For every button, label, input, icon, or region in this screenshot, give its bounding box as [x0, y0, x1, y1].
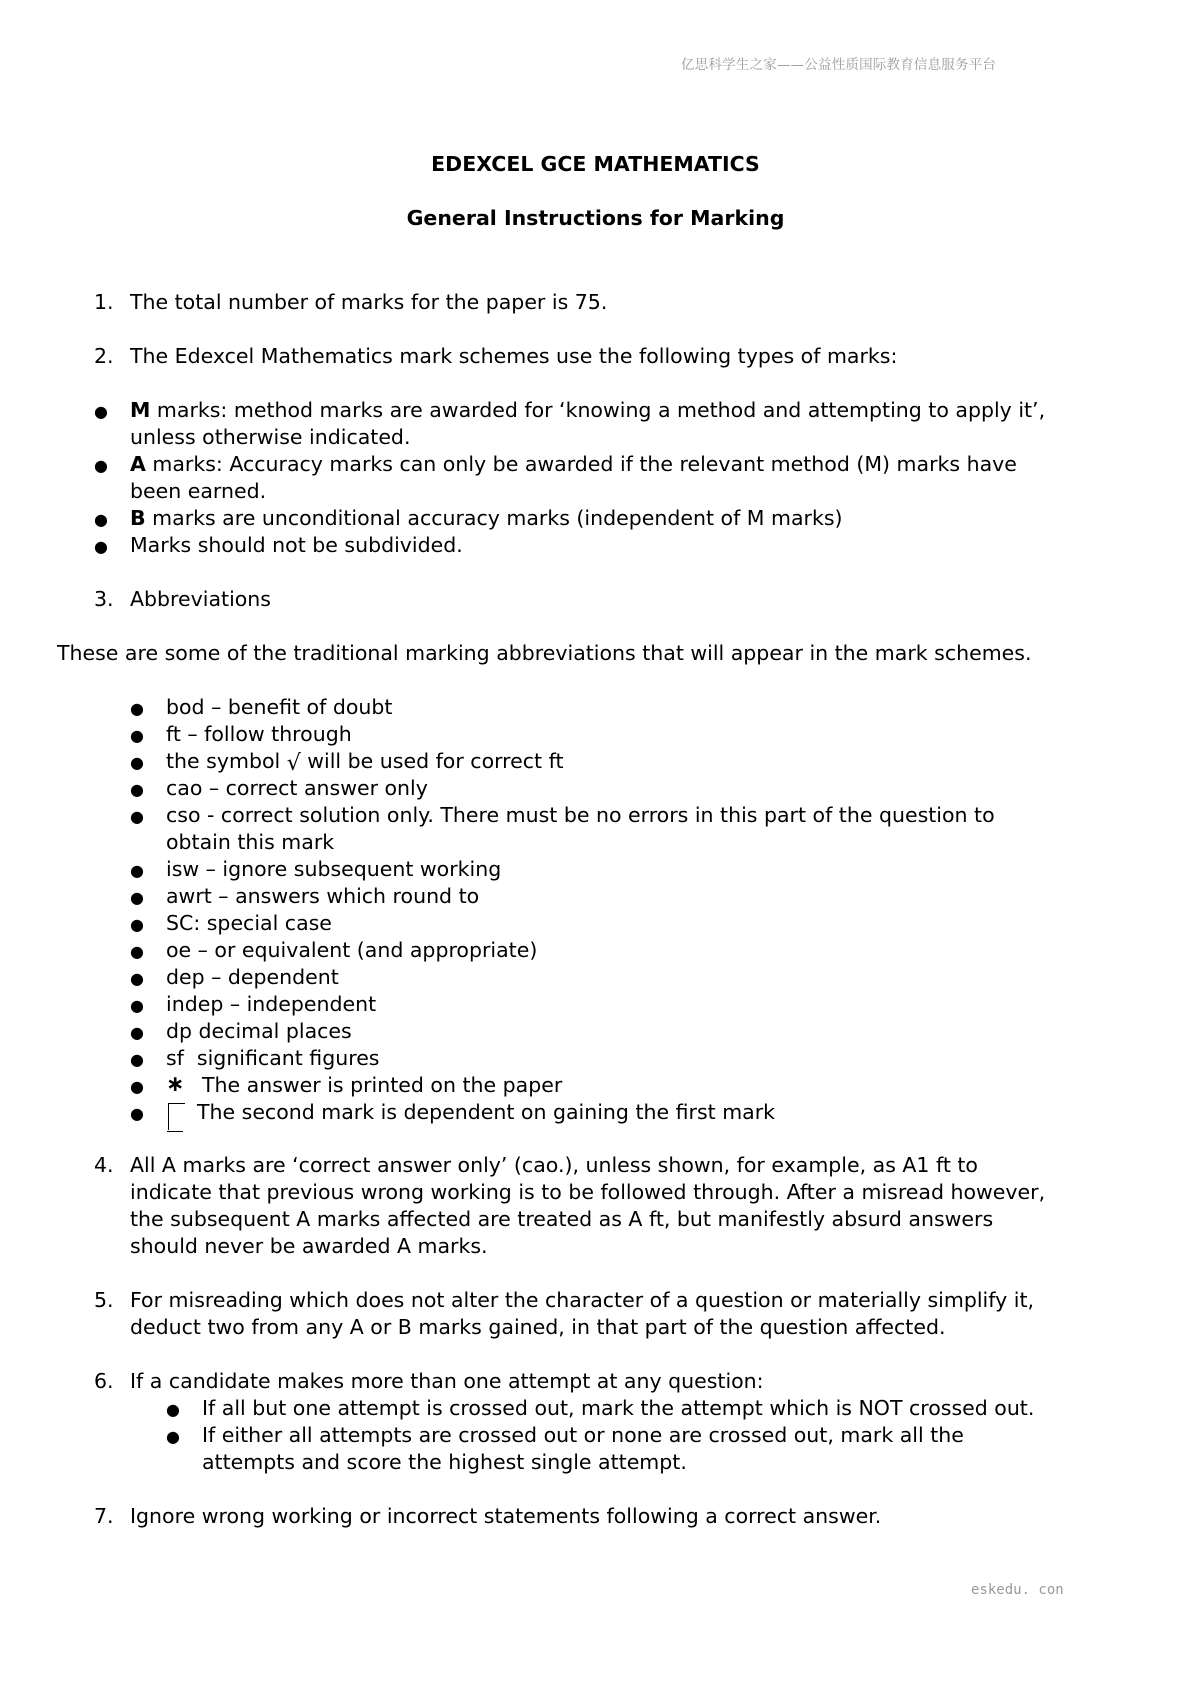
bullet-icon: ● — [130, 915, 144, 934]
section-text: For misreading which does not alter the character of a question or materially simplify it, — [130, 1288, 1034, 1312]
bullet-icon: ● — [130, 1023, 144, 1042]
section-text: Abbreviations — [130, 587, 271, 611]
section-text: the subsequent A marks affected are treated as A ft, but manifestly absurd answers — [130, 1207, 994, 1231]
list-item-text: awrt – answers which round to — [166, 884, 480, 908]
list-item-text: indep – independent — [166, 992, 377, 1016]
bullet-icon: ● — [130, 753, 144, 772]
bullet-icon: ● — [130, 1077, 144, 1096]
bullet-icon: ● — [130, 888, 144, 907]
section-text: If a candidate makes more than one attempt at any question: — [130, 1369, 764, 1393]
section-number: 1. — [94, 290, 114, 314]
section-text: The Edexcel Mathematics mark schemes use the following types of marks: — [130, 344, 898, 368]
list-item-text: isw – ignore subsequent working — [166, 857, 502, 881]
list-item-text: the symbol — [166, 749, 287, 773]
list-item-text: obtain this mark — [166, 830, 335, 854]
list-item-text: attempts and score the highest single attempt. — [202, 1450, 687, 1474]
section-text: should never be awarded A marks. — [130, 1234, 488, 1258]
section-number: 4. — [94, 1153, 114, 1177]
bullet-icon: ● — [166, 1427, 180, 1446]
bullet-icon: ● — [130, 996, 144, 1015]
section-number: 5. — [94, 1288, 114, 1312]
bullet-icon: ● — [94, 510, 108, 529]
list-item-text: cao – correct answer only — [166, 776, 428, 800]
list-item-text: unless otherwise indicated. — [130, 425, 411, 449]
section-text: All A marks are ‘correct answer only’ (cao.), unless shown, for example, as A1 ft to — [130, 1153, 978, 1177]
list-item-text: sf significant figures — [166, 1046, 380, 1070]
mark-type-letter: M — [130, 398, 151, 422]
section-text: Ignore wrong working or incorrect statements following a correct answer. — [130, 1504, 882, 1528]
list-item-text: cso - correct solution only. There must be no errors in this part of the question to — [166, 803, 995, 827]
section-number: 3. — [94, 587, 114, 611]
list-item-text: ft – follow through — [166, 722, 352, 746]
mark-type-letter: A — [130, 452, 146, 476]
list-item-text: marks are unconditional accuracy marks (independent of M marks) — [145, 506, 843, 530]
list-item-text: The answer is printed on the paper — [202, 1073, 563, 1097]
list-item-text: If either all attempts are crossed out or none are crossed out, mark all the — [202, 1423, 964, 1447]
list-item-text: Marks should not be subdivided. — [130, 533, 463, 557]
list-item-text: oe – or equivalent (and appropriate) — [166, 938, 538, 962]
bullet-icon: ● — [130, 861, 144, 880]
list-item-text: bod – benefit of doubt — [166, 695, 393, 719]
page-title: EDEXCEL GCE MATHEMATICS — [431, 152, 760, 176]
mark-type-letter: B — [130, 506, 146, 530]
section-text: The total number of marks for the paper is 75. — [130, 290, 608, 314]
section-number: 6. — [94, 1369, 114, 1393]
watermark: 亿思科学生之家——公益性质国际教育信息服务平台 — [681, 57, 997, 73]
list-item-text: dep – dependent — [166, 965, 339, 989]
dependency-bracket-icon — [168, 1103, 185, 1130]
list-item-text: The second mark is dependent on gaining the first mark — [197, 1100, 776, 1124]
tick-symbol-icon: √ — [286, 751, 301, 776]
bullet-icon: ● — [94, 456, 108, 475]
list-item-text: If all but one attempt is crossed out, mark the attempt which is NOT crossed out. — [202, 1396, 1035, 1420]
list-item-text: been earned. — [130, 479, 267, 503]
list-item-text: will be used for correct ft — [300, 749, 564, 773]
section-text: indicate that previous wrong working is to be followed through. After a misread however, — [130, 1180, 1046, 1204]
list-item-text: SC: special case — [166, 911, 332, 935]
bullet-icon: ● — [130, 726, 144, 745]
bullet-icon: ● — [130, 780, 144, 799]
bullet-icon: ● — [130, 969, 144, 988]
bullet-icon: ● — [94, 402, 108, 421]
bullet-icon: ● — [130, 807, 144, 826]
page-subtitle: General Instructions for Marking — [406, 206, 785, 230]
list-item-text: marks: method marks are awarded for ‘knowing a method and attempting to apply it’, — [150, 398, 1046, 422]
bullet-icon: ● — [130, 699, 144, 718]
section-number: 2. — [94, 344, 114, 368]
list-item-text: marks: Accuracy marks can only be awarded if the relevant method (M) marks have — [145, 452, 1017, 476]
asterisk-icon: ∗ — [166, 1072, 185, 1097]
bullet-icon: ● — [166, 1400, 180, 1419]
list-item-text: dp decimal places — [166, 1019, 352, 1043]
bullet-icon: ● — [94, 537, 108, 556]
section-number: 7. — [94, 1504, 114, 1528]
section-text: deduct two from any A or B marks gained, in that part of the question affected. — [130, 1315, 946, 1339]
bullet-icon: ● — [130, 1050, 144, 1069]
bullet-icon: ● — [130, 1104, 144, 1123]
footer-watermark: eskedu. con — [971, 1582, 1064, 1598]
bullet-icon: ● — [130, 942, 144, 961]
abbreviations-intro: These are some of the traditional marking abbreviations that will appear in the mark schemes. — [57, 641, 1032, 665]
